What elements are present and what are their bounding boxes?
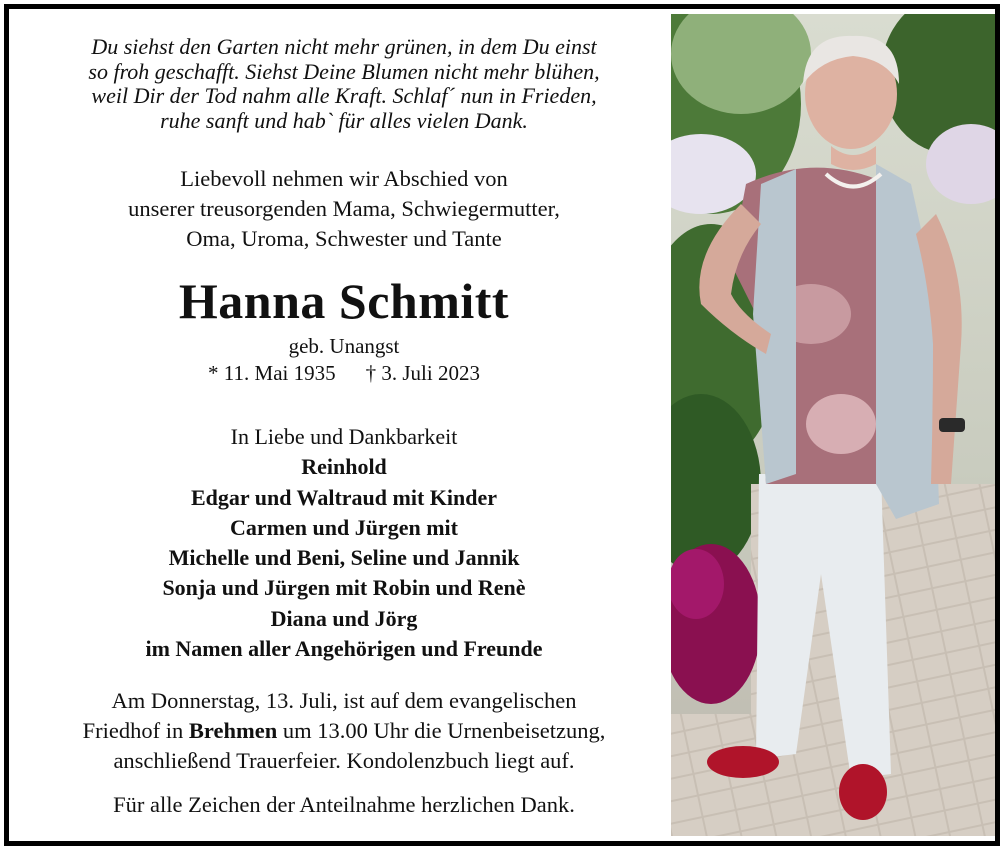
intro-line: Liebevoll nehmen wir Abschied von bbox=[180, 166, 508, 191]
mourners-list bbox=[29, 422, 659, 664]
mourner-line: Sonja und Jürgen mit Robin und Renè bbox=[162, 575, 526, 601]
text-column bbox=[9, 9, 671, 841]
farewell-intro bbox=[29, 164, 659, 254]
portrait-illustration bbox=[671, 14, 995, 836]
mourner-line: Diana und Jörg bbox=[270, 605, 418, 631]
mourner-line: Reinhold bbox=[301, 454, 387, 480]
funeral-details bbox=[29, 686, 659, 776]
funeral-place: Brehmen bbox=[188, 718, 278, 743]
funeral-text: um 13.00 Uhr die Urnenbeisetzung, bbox=[277, 718, 606, 743]
poem bbox=[39, 35, 649, 133]
deceased-name: Hanna Schmitt bbox=[178, 273, 510, 329]
birth-date: * 11. Mai 1935 bbox=[208, 361, 336, 385]
thanks-line: Für alle Zeichen der Anteilnahme herzlichen Dank. bbox=[113, 792, 575, 817]
funeral-line bbox=[29, 716, 659, 746]
funeral-line: Am Donnerstag, 13. Juli, ist auf dem evangelischen bbox=[111, 688, 577, 713]
mourners-lead: In Liebe und Dankbarkeit bbox=[230, 424, 458, 449]
shoe bbox=[707, 746, 779, 778]
mourner-line: Michelle und Beni, Seline und Jannik bbox=[168, 545, 520, 571]
poem-line: so froh geschafft. Siehst Deine Blumen nicht mehr blühen, bbox=[88, 58, 600, 84]
watch bbox=[939, 418, 965, 432]
death-date: † 3. Juli 2023 bbox=[365, 361, 480, 385]
life-dates bbox=[29, 361, 659, 386]
shoe bbox=[839, 764, 887, 820]
maiden-name: geb. Unangst bbox=[288, 334, 400, 358]
poem-line: Du siehst den Garten nicht mehr grünen, in dem Du einst bbox=[91, 34, 597, 59]
funeral-text: Friedhof in bbox=[82, 718, 189, 743]
mourner-line: Carmen und Jürgen mit bbox=[230, 514, 458, 540]
intro-line: Oma, Uroma, Schwester und Tante bbox=[186, 226, 502, 251]
mourner-line: Edgar und Waltraud mit Kinder bbox=[190, 484, 498, 510]
intro-line: unserer treusorgenden Mama, Schwiegermutter, bbox=[128, 196, 560, 221]
portrait-photo bbox=[671, 14, 995, 836]
funeral-line: anschließend Trauerfeier. Kondolenzbuch liegt auf. bbox=[113, 748, 575, 773]
poem-line: ruhe sanft und hab` für alles vielen Dank. bbox=[160, 107, 528, 133]
poem-line: weil Dir der Tod nahm alle Kraft. Schlaf´ nun in Frieden, bbox=[91, 83, 597, 108]
mourner-line: im Namen aller Angehörigen und Freunde bbox=[145, 636, 543, 662]
obituary-notice bbox=[4, 4, 1000, 846]
